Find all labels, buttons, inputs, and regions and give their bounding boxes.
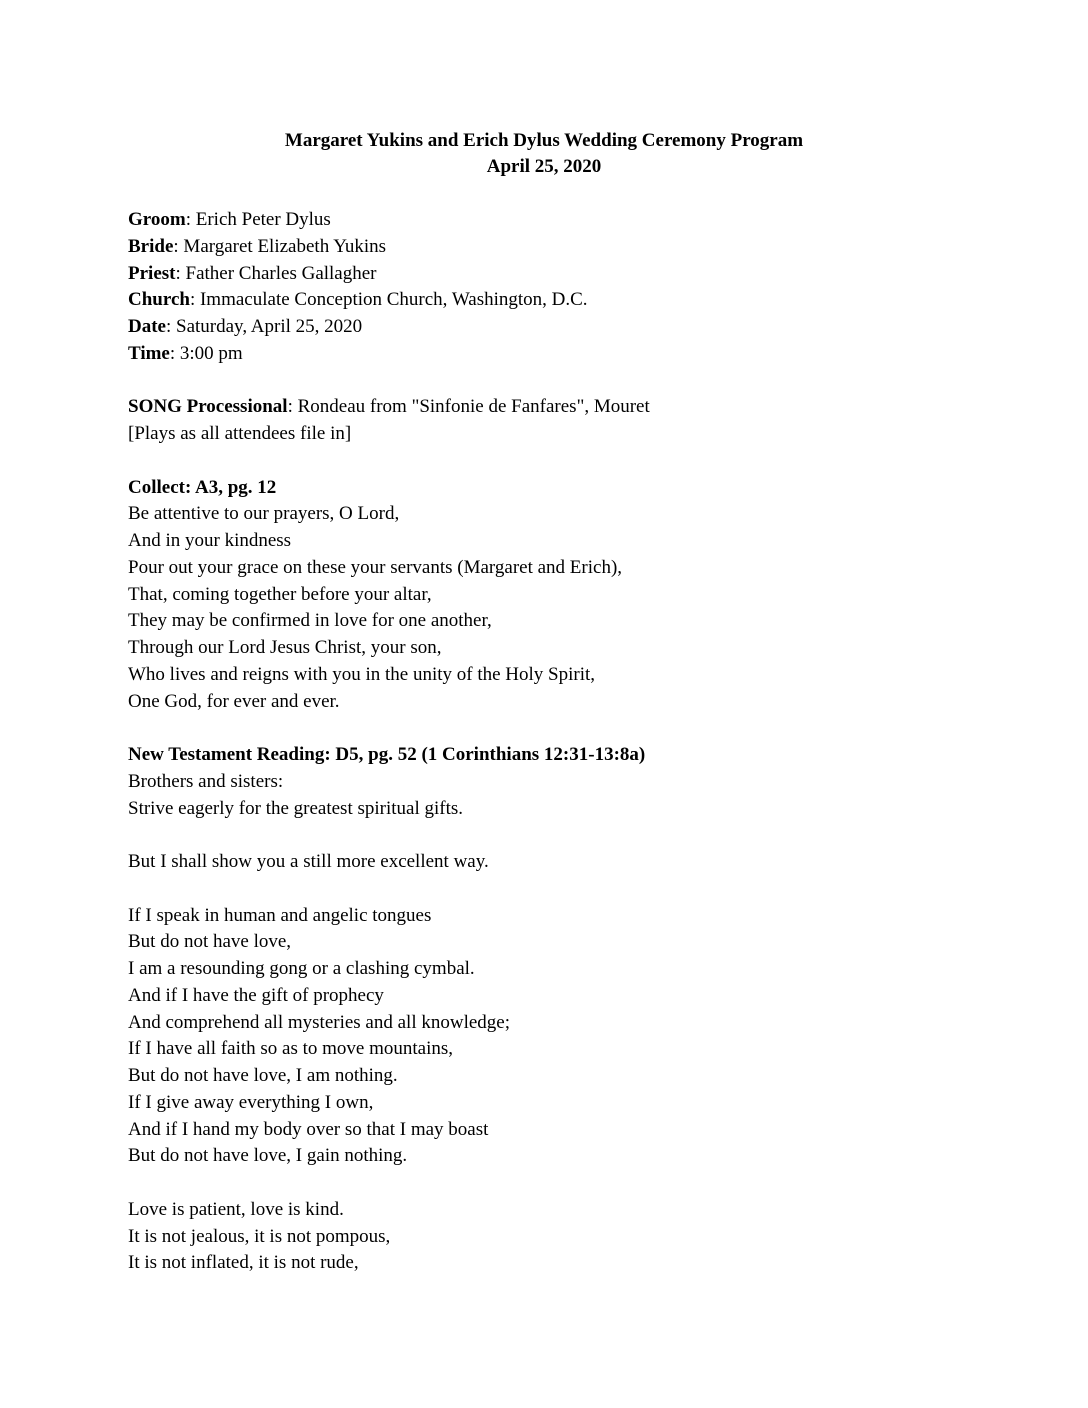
program-title: Margaret Yukins and Erich Dylus Wedding Ceremony Program <box>284 130 804 151</box>
processional-line <box>128 394 1028 421</box>
processional-note: [Plays as all attendees file in] <box>128 423 352 444</box>
detail-label: Bride <box>128 235 174 257</box>
reading-line: But I shall show you a still more excellent way. <box>128 851 489 872</box>
reading-line: And if I have the gift of prophecy <box>128 984 384 1006</box>
program-date: April 25, 2020 <box>486 156 602 177</box>
detail-label: Church <box>128 289 190 311</box>
detail-value: : Father Charles Gallagher <box>175 262 377 284</box>
reading-line: But do not have love, I am nothing. <box>128 1065 398 1086</box>
detail-label: Date <box>128 316 166 337</box>
collect-line: Who lives and reigns with you in the unity of the Holy Spirit, <box>128 663 596 685</box>
detail-value: : 3:00 pm <box>169 342 243 364</box>
processional-label: SONG Processional <box>128 396 288 418</box>
reading-line: Strive eagerly for the greatest spiritual gifts. <box>128 797 464 819</box>
reading-line: But do not have love, <box>128 931 292 953</box>
detail-label: Time <box>128 342 170 364</box>
collect-heading: Collect: A3, pg. 12 <box>128 476 277 498</box>
detail-time <box>128 341 1028 368</box>
detail-church <box>128 287 1028 314</box>
detail-priest <box>128 261 1028 288</box>
detail-label: Groom <box>128 209 186 230</box>
reading-heading: New Testament Reading: D5, pg. 52 (1 Corinthians 12:31-13:8a) <box>128 744 646 765</box>
detail-value: : Saturday, April 25, 2020 <box>165 316 363 337</box>
detail-value: : Margaret Elizabeth Yukins <box>173 235 387 257</box>
collect-line: Pour out your grace on these your servants (Margaret and Erich), <box>128 556 623 578</box>
reading-line: And comprehend all mysteries and all knowledge; <box>128 1011 511 1033</box>
spacer <box>128 715 1028 742</box>
spacer <box>128 448 1028 475</box>
processional-value: : Rondeau from "Sinfonie de Fanfares", Mouret <box>287 396 650 418</box>
reading-line: I am a resounding gong or a clashing cymbal. <box>128 958 475 979</box>
reading-line: But do not have love, I gain nothing. <box>128 1145 408 1167</box>
reading-line: And if I hand my body over so that I may boast <box>128 1118 489 1140</box>
program-body <box>128 207 1028 1277</box>
spacer <box>128 876 1028 903</box>
detail-groom <box>128 207 1028 234</box>
reading-line: If I give away everything I own, <box>128 1091 374 1113</box>
spacer <box>128 368 1028 395</box>
collect-line: Be attentive to our prayers, O Lord, <box>128 503 400 525</box>
collect-line: Through our Lord Jesus Christ, your son, <box>128 637 442 658</box>
reading-line: Brothers and sisters: <box>128 770 284 792</box>
collect-line: They may be confirmed in love for one another, <box>128 610 492 632</box>
detail-value: : Immaculate Conception Church, Washington, D.C. <box>189 289 588 311</box>
spacer <box>128 1170 1028 1197</box>
reading-line: If I speak in human and angelic tongues <box>128 904 432 926</box>
reading-line: Love is patient, love is kind. <box>128 1198 344 1220</box>
detail-label: Priest <box>128 262 176 284</box>
reading-line: It is not jealous, it is not pompous, <box>128 1225 391 1247</box>
reading-line: If I have all faith so as to move mountains, <box>128 1038 454 1060</box>
spacer <box>128 822 1028 849</box>
reading-line: It is not inflated, it is not rude, <box>128 1252 359 1274</box>
detail-value: : Erich Peter Dylus <box>185 209 331 230</box>
collect-line: One God, for ever and ever. <box>128 690 340 712</box>
detail-date <box>128 314 1028 341</box>
collect-line: That, coming together before your altar, <box>128 583 432 605</box>
collect-line: And in your kindness <box>128 530 292 551</box>
detail-bride <box>128 234 1028 261</box>
